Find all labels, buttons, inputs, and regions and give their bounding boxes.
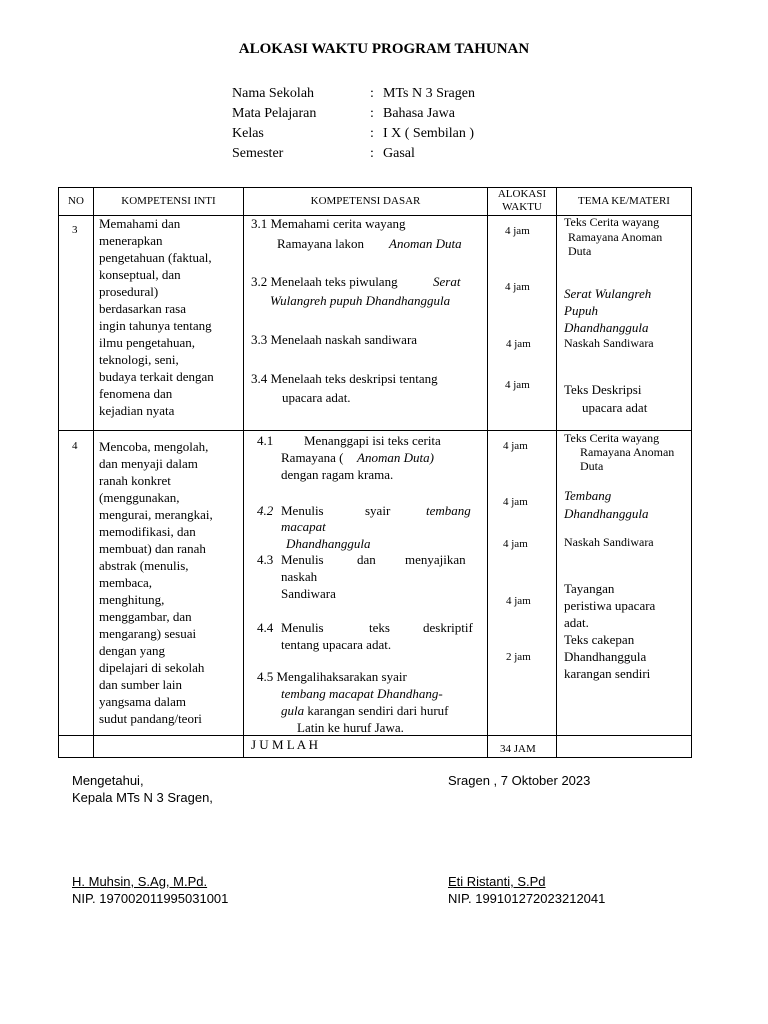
table-border-left bbox=[58, 187, 59, 758]
table-col-divider bbox=[93, 187, 94, 758]
teacher-nip: NIP. 199101272023212041 bbox=[448, 891, 606, 906]
kd-4-5-line: Latin ke huruf Jawa. bbox=[297, 720, 404, 735]
kd-4-2-line: Dhandhanggula bbox=[286, 536, 371, 551]
tema-line: Ramayana Anoman bbox=[580, 445, 675, 459]
tema-line: Dhandhanggula bbox=[564, 320, 649, 335]
kd-4-1-line: Anoman Duta) bbox=[357, 450, 434, 465]
header-no: NO bbox=[68, 195, 84, 207]
ki-line: menghitung, bbox=[99, 592, 165, 607]
kd-3-4-line: upacara adat. bbox=[282, 390, 351, 405]
kd-4-2-line: tembang bbox=[426, 503, 471, 518]
principal-title: Kepala MTs N 3 Sragen, bbox=[72, 790, 213, 805]
alokasi-value: 4 jam bbox=[505, 225, 530, 237]
ki-line: Mencoba, mengolah, bbox=[99, 439, 209, 454]
kd-4-4-line: deskriptif bbox=[423, 620, 473, 635]
principal-nip: NIP. 197002011995031001 bbox=[72, 891, 229, 906]
kd-4-5-line bbox=[281, 702, 449, 719]
header-kompetensi-dasar: KOMPETENSI DASAR bbox=[310, 195, 421, 207]
kd-4-1-line: Menanggapi isi teks cerita bbox=[304, 433, 441, 448]
ki-line: mengarang) sesuai bbox=[99, 626, 197, 641]
teacher-name: Eti Ristanti, S.Pd bbox=[448, 874, 546, 889]
tema-line: Teks cakepan bbox=[564, 632, 635, 647]
kd-4-1-line: Ramayana ( bbox=[281, 450, 344, 465]
kd-3-2-line: Wulangreh pupuh Dhandhanggula bbox=[270, 293, 451, 308]
ki-line: dan sumber lain bbox=[99, 677, 183, 692]
ki-line: dan menyaji dalam bbox=[99, 456, 198, 471]
header-tema-materi: TEMA KE/MATERI bbox=[578, 195, 670, 207]
ki-line: fenomena dan bbox=[99, 386, 173, 401]
table-border-right bbox=[691, 187, 692, 758]
tema-line: karangan sendiri bbox=[564, 666, 651, 681]
kd-4-3-line: Menulis bbox=[281, 552, 324, 567]
tema-line: Teks Cerita wayang bbox=[564, 431, 660, 445]
alokasi-value: 2 jam bbox=[506, 651, 531, 663]
tema-line: Naskah Sandiwara bbox=[564, 535, 654, 549]
kd-4-4-line: teks bbox=[369, 620, 390, 635]
kd-3-3-line: 3.3 Menelaah naskah sandiwara bbox=[251, 332, 418, 347]
table-border-top bbox=[58, 187, 692, 188]
ki-line: dipelajari di sekolah bbox=[99, 660, 205, 675]
info-label-school: Nama Sekolah bbox=[232, 86, 315, 101]
kd-4-2-line: syair bbox=[365, 503, 391, 518]
tema-line: Duta bbox=[568, 244, 592, 258]
kd-4-2-number: 4.2 bbox=[257, 503, 274, 518]
header-kompetensi-inti: KOMPETENSI INTI bbox=[121, 195, 216, 207]
ki-line: konseptual, dan bbox=[99, 267, 181, 282]
kd-4-5-text: karangan sendiri dari huruf bbox=[304, 703, 449, 718]
tema-line: Dhandhanggula bbox=[564, 506, 649, 521]
alokasi-value: 4 jam bbox=[506, 338, 531, 350]
tema-line: Ramayana Anoman bbox=[568, 230, 663, 244]
ki-line: budaya terkait dengan bbox=[99, 369, 214, 384]
tema-line: upacara adat bbox=[582, 400, 648, 415]
info-colon: : bbox=[370, 106, 374, 121]
ki-line: ranah konkret bbox=[99, 473, 171, 488]
ki-line: memodifikasi, dan bbox=[99, 524, 196, 539]
kd-4-3-line: dan bbox=[357, 552, 376, 567]
alokasi-value: 4 jam bbox=[503, 496, 528, 508]
ki-line: mengurai, merangkai, bbox=[99, 507, 213, 522]
tema-line: peristiwa upacara bbox=[564, 598, 656, 613]
info-label-subject: Mata Pelajaran bbox=[232, 106, 317, 121]
total-value: 34 JAM bbox=[500, 743, 536, 755]
alokasi-value: 4 jam bbox=[505, 281, 530, 293]
tema-line: Serat Wulangreh bbox=[564, 286, 652, 301]
tema-line: Pupuh bbox=[564, 303, 598, 318]
alokasi-value: 4 jam bbox=[505, 379, 530, 391]
kd-4-5-line: 4.5 Mengalihaksarakan syair bbox=[257, 669, 407, 684]
ki-line: pengetahuan (faktual, bbox=[99, 250, 212, 265]
tema-line: Tayangan bbox=[564, 581, 615, 596]
row-number: 4 bbox=[72, 440, 78, 452]
alokasi-value: 4 jam bbox=[503, 440, 528, 452]
kd-4-4-line: Menulis bbox=[281, 620, 324, 635]
header-alokasi-waktu: ALOKASI WAKTU bbox=[497, 188, 547, 213]
ki-line: prosedural) bbox=[99, 284, 159, 299]
kompetensi-inti-4 bbox=[99, 438, 241, 727]
ki-line: membuat) dan ranah bbox=[99, 541, 206, 556]
ki-line: menggambar, dan bbox=[99, 609, 192, 624]
table-col-divider bbox=[556, 187, 557, 758]
alokasi-value: 4 jam bbox=[503, 538, 528, 550]
kd-4-2-line: Menulis bbox=[281, 503, 324, 518]
ki-line: menerapkan bbox=[99, 233, 163, 248]
info-colon: : bbox=[370, 86, 374, 101]
tema-line: Dhandhanggula bbox=[564, 649, 647, 664]
ki-line: abstrak (menulis, bbox=[99, 558, 189, 573]
row-number: 3 bbox=[72, 224, 78, 236]
kd-3-4-line: 3.4 Menelaah teks deskripsi tentang bbox=[251, 371, 438, 386]
info-colon: : bbox=[370, 146, 374, 161]
tema-line: Teks Cerita wayang bbox=[564, 215, 660, 229]
principal-name: H. Muhsin, S.Ag, M.Pd. bbox=[72, 874, 208, 889]
acknowledged-label: Mengetahui, bbox=[72, 773, 144, 788]
kd-3-1-line: 3.1 Memahami cerita wayang bbox=[251, 216, 406, 231]
ki-line: ingin tahunya tentang bbox=[99, 318, 212, 333]
info-value-class: I X ( Sembilan ) bbox=[383, 126, 474, 141]
kd-4-3-line: naskah bbox=[281, 569, 318, 584]
info-value-school: MTs N 3 Sragen bbox=[383, 86, 475, 101]
ki-line: dengan yang bbox=[99, 643, 166, 658]
info-label-class: Kelas bbox=[232, 126, 264, 141]
kd-4-3-line: menyajikan bbox=[405, 552, 466, 567]
kd-4-4-number: 4.4 bbox=[257, 620, 274, 635]
alokasi-value: 4 jam bbox=[506, 595, 531, 607]
kd-3-2-line: 3.2 Menelaah teks piwulang bbox=[251, 274, 398, 289]
info-value-subject: Bahasa Jawa bbox=[383, 106, 455, 121]
kd-4-4-line: tentang upacara adat. bbox=[281, 637, 392, 652]
total-label: J U M L A H bbox=[251, 737, 319, 752]
kd-4-5-italic: gula bbox=[281, 703, 305, 718]
ki-line: membaca, bbox=[99, 575, 153, 590]
kd-4-1-line: dengan ragam krama. bbox=[281, 467, 394, 482]
ki-line: sudut pandang/teori bbox=[99, 711, 202, 726]
ki-line: berdasarkan rasa bbox=[99, 301, 186, 316]
ki-line: Memahami dan bbox=[99, 216, 181, 231]
kd-3-2-line: Serat bbox=[433, 274, 461, 289]
info-colon: : bbox=[370, 126, 374, 141]
tema-line: Tembang bbox=[564, 488, 612, 503]
ki-line: kejadian nyata bbox=[99, 403, 175, 418]
document-title: ALOKASI WAKTU PROGRAM TAHUNAN bbox=[238, 41, 530, 57]
kd-3-1-line: Ramayana lakon bbox=[277, 236, 364, 251]
kd-4-1-number: 4.1 bbox=[257, 433, 274, 448]
kd-4-2-line: macapat bbox=[281, 519, 326, 534]
ki-line: (menggunakan, bbox=[99, 490, 180, 505]
table-col-divider bbox=[487, 187, 488, 758]
tema-line: Naskah Sandiwara bbox=[564, 336, 654, 350]
place-date: Sragen , 7 Oktober 2023 bbox=[448, 773, 591, 788]
kd-4-3-number: 4.3 bbox=[257, 552, 274, 567]
tema-line: Teks Deskripsi bbox=[564, 382, 642, 397]
ki-line: teknologi, seni, bbox=[99, 352, 179, 367]
info-value-semester: Gasal bbox=[383, 146, 415, 161]
table-border-bottom bbox=[58, 757, 692, 758]
kd-4-3-line: Sandiwara bbox=[281, 586, 336, 601]
tema-line: Duta bbox=[580, 459, 604, 473]
table-col-divider bbox=[243, 187, 244, 758]
ki-line: ilmu pengetahuan, bbox=[99, 335, 196, 350]
kd-4-5-line: tembang macapat Dhandhang- bbox=[281, 686, 443, 701]
ki-line: yangsama dalam bbox=[99, 694, 186, 709]
kd-3-1-line: Anoman Duta bbox=[389, 236, 462, 251]
info-label-semester: Semester bbox=[232, 146, 284, 161]
tema-line: adat. bbox=[564, 615, 589, 630]
kompetensi-inti-3 bbox=[99, 215, 241, 419]
